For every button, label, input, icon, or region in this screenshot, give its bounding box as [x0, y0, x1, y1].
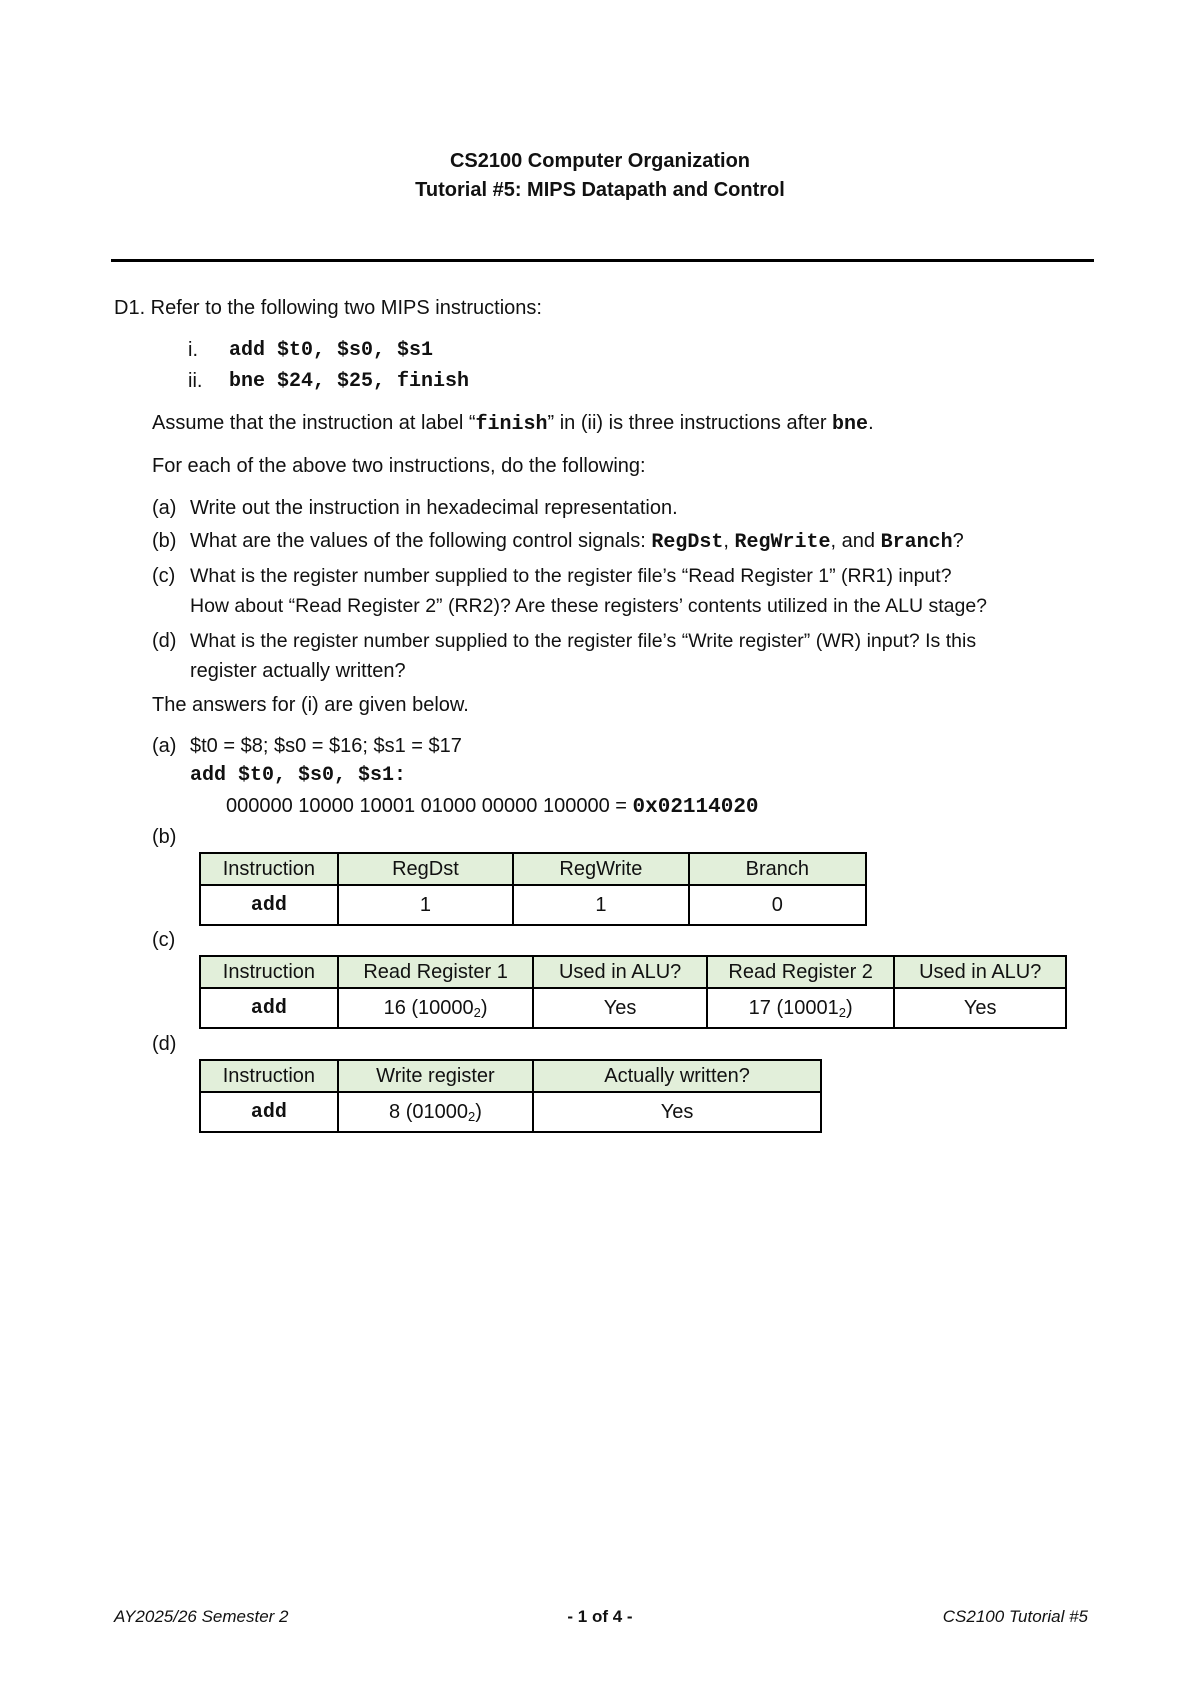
part-d-text-line2: register actually written? — [190, 660, 406, 682]
table-row — [200, 885, 866, 925]
part-b-text: What are the values of the following control signals: RegDst, RegWrite, and Branch? — [190, 530, 964, 554]
table-cell: Yes — [533, 1092, 821, 1132]
table-row — [200, 1092, 821, 1132]
answers-intro: The answers for (i) are given below. — [152, 694, 469, 716]
control-signals-table — [199, 852, 867, 926]
column-header: Instruction — [200, 1060, 338, 1092]
column-header: Read Register 1 — [338, 956, 534, 988]
part-c-letter: (c) — [152, 565, 176, 587]
table-header-row — [200, 956, 1066, 988]
table-row — [200, 988, 1066, 1028]
part-d-text-line1: What is the register number supplied to the register file’s “Write register” (WR) input? Is this — [190, 630, 977, 652]
document-tutorial-title: Tutorial #5: MIPS Datapath and Control — [415, 179, 785, 201]
instruction-i-code: add $t0, $s0, $s1 — [229, 339, 434, 362]
answer-a-instruction: add $t0, $s0, $s1: — [190, 764, 407, 787]
column-header: RegWrite — [513, 853, 688, 885]
table-cell: Yes — [533, 988, 707, 1028]
column-header: RegDst — [338, 853, 513, 885]
instruction-ii-number: ii. — [188, 370, 203, 392]
part-a-letter: (a) — [152, 497, 177, 519]
answer-a-register-mapping: $t0 = $8; $s0 = $16; $s1 = $17 — [190, 735, 462, 757]
instruction-i-number: i. — [188, 339, 198, 361]
column-header: Write register — [338, 1060, 533, 1092]
table-cell: 1 — [338, 885, 513, 925]
table-cell: 16 $(10000_2)$ — [338, 988, 534, 1028]
read-registers-table — [199, 955, 1067, 1029]
answer-c-letter: (c) — [152, 929, 176, 951]
table-cell: Yes — [894, 988, 1066, 1028]
table-cell: 8 $(01000_2)$ — [338, 1092, 533, 1132]
table-cell: 1 — [513, 885, 688, 925]
footer-tutorial: CS2100 Tutorial #5 — [942, 1607, 1088, 1626]
column-header: Read Register 2 — [707, 956, 895, 988]
answer-d-letter: (d) — [152, 1033, 177, 1055]
write-register-table — [199, 1059, 822, 1133]
question-intro: D1. Refer to the following two MIPS instructions: — [114, 297, 542, 319]
table-header-row — [200, 853, 866, 885]
instruction-ii-code: bne $24, $25, finish — [229, 370, 470, 393]
part-d-letter: (d) — [152, 630, 177, 652]
footer-semester: AY2025/26 Semester 2 — [114, 1607, 289, 1626]
answer-a-letter: (a) — [152, 735, 177, 757]
table-cell: 0 — [689, 885, 866, 925]
footer-page-number: - 1 of 4 - — [567, 1607, 633, 1626]
part-b-letter: (b) — [152, 530, 177, 552]
answer-b-letter: (b) — [152, 826, 177, 848]
document-course-title: CS2100 Computer Organization — [449, 150, 751, 172]
part-c-text-line2: How about “Read Register 2” (RR2)? Are these registers’ contents utilized in the ALU stage? — [190, 595, 988, 617]
for-each-text: For each of the above two instructions, do the following: — [152, 455, 646, 477]
table-header-row — [200, 1060, 821, 1092]
part-c-text-line1: What is the register number supplied to the register file’s “Read Register 1” (RR1) input? — [190, 565, 952, 587]
column-header: Used in ALU? — [894, 956, 1066, 988]
assumption-text: Assume that the instruction at label “finish” in (ii) is three instructions after bne. — [152, 412, 874, 436]
table-cell: add — [200, 1092, 338, 1132]
table-cell: 17 $(10001_2)$ — [707, 988, 895, 1028]
column-header: Instruction — [200, 853, 338, 885]
answer-a-encoding: 000000 10000 10001 01000 00000 100000 = 0x02114020 — [226, 795, 759, 819]
table-cell: add — [200, 885, 338, 925]
part-a-text: Write out the instruction in hexadecimal representation. — [190, 497, 678, 519]
column-header: Used in ALU? — [533, 956, 707, 988]
column-header: Branch — [689, 853, 866, 885]
column-header: Instruction — [200, 956, 338, 988]
column-header: Actually written? — [533, 1060, 821, 1092]
table-cell: add — [200, 988, 338, 1028]
header-divider — [111, 259, 1094, 262]
